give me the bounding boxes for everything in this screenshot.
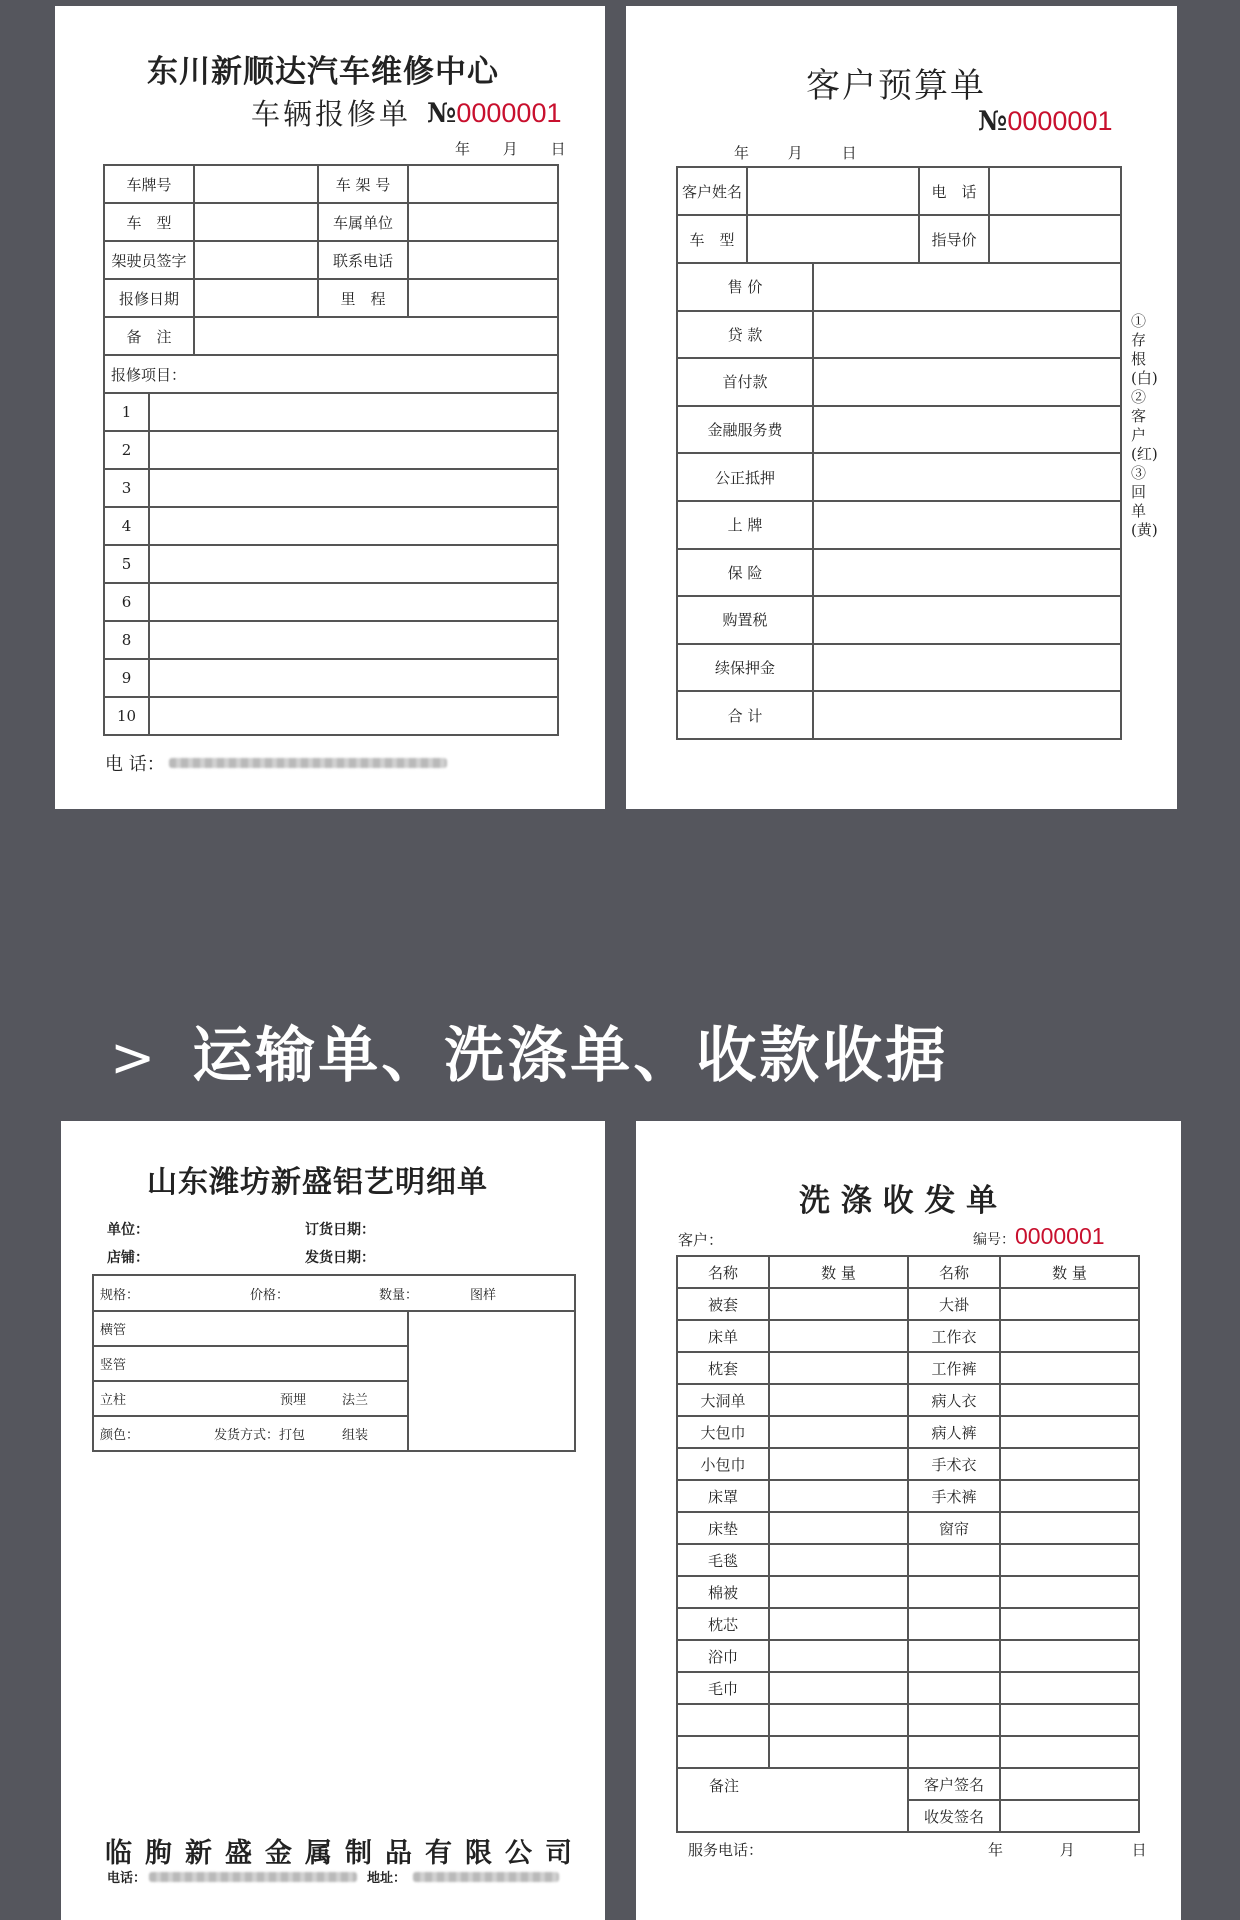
table-row — [104, 165, 558, 203]
laundry-quantity-field[interactable] — [1000, 1288, 1139, 1320]
field-label: 电 话 — [919, 167, 989, 215]
laundry-quantity-field[interactable] — [1000, 1608, 1139, 1640]
serial-number: 0000001 — [1007, 106, 1113, 136]
repair-item-field[interactable] — [149, 621, 558, 659]
table-row — [104, 431, 558, 469]
laundry-item-name: 工作裤 — [908, 1352, 1000, 1384]
cost-label: 金融服务费 — [677, 406, 813, 454]
aluminum-detail-sheet — [61, 1121, 605, 1920]
laundry-quantity-field[interactable] — [769, 1640, 908, 1672]
laundry-quantity-field[interactable] — [769, 1544, 908, 1576]
repair-item-field[interactable] — [149, 545, 558, 583]
laundry-item-name: 床单 — [677, 1320, 769, 1352]
repair-form-title-text: 车辆报修单 — [251, 97, 412, 131]
serial-prefix: № — [427, 98, 457, 129]
cost-label: 上 牌 — [677, 501, 813, 549]
laundry-quantity-field[interactable] — [1000, 1320, 1139, 1352]
spec-header-row — [93, 1275, 575, 1311]
driver-signature-field[interactable] — [194, 241, 318, 279]
spec-label: 规格： — [100, 1287, 140, 1303]
field-label: 联系电话 — [318, 241, 408, 279]
table-row — [93, 1275, 575, 1311]
table-row — [677, 1736, 1139, 1768]
aluminum-form-title: 山东潍坊新盛铝艺明细单 — [147, 1165, 488, 1200]
dispatch-signature-field[interactable] — [1000, 1800, 1139, 1832]
post-label: 立柱 — [100, 1393, 127, 1408]
table-row — [677, 1640, 1139, 1672]
item-number: 3 — [104, 469, 149, 507]
day-label: 日 — [550, 140, 566, 158]
repair-form-title — [251, 92, 411, 133]
month-label: 月 — [1059, 1841, 1075, 1859]
laundry-quantity-field[interactable] — [1000, 1544, 1139, 1576]
laundry-item-name: 枕芯 — [677, 1608, 769, 1640]
laundry-serial — [973, 1223, 1105, 1250]
field-label: 备 注 — [104, 317, 194, 355]
cost-label: 购置税 — [677, 596, 813, 644]
laundry-items-table — [676, 1255, 1140, 1769]
row-label: 竖管 — [93, 1346, 408, 1381]
table-row — [93, 1311, 575, 1346]
table-row — [104, 241, 558, 279]
vehicle-model-field[interactable] — [747, 215, 919, 263]
cost-value-field[interactable] — [813, 691, 1121, 739]
table-row — [677, 1352, 1139, 1384]
laundry-table-body — [677, 1256, 1139, 1768]
table-row — [104, 469, 558, 507]
item-number: 4 — [104, 507, 149, 545]
table-row — [104, 393, 558, 431]
column-header: 名称 — [677, 1256, 769, 1288]
column-header: 数 量 — [1000, 1256, 1139, 1288]
laundry-quantity-field[interactable] — [1000, 1704, 1139, 1736]
remark-field[interactable] — [194, 317, 558, 355]
table-header-row — [677, 1256, 1139, 1288]
pattern-sketch-area[interactable] — [408, 1311, 575, 1451]
table-row — [677, 1416, 1139, 1448]
table-row — [677, 691, 1121, 739]
table-row — [104, 659, 558, 697]
laundry-item-name — [908, 1640, 1000, 1672]
plate-number-field[interactable] — [194, 165, 318, 203]
cost-value-field[interactable] — [813, 263, 1121, 311]
laundry-quantity-field[interactable] — [1000, 1736, 1139, 1768]
laundry-item-name: 工作衣 — [908, 1320, 1000, 1352]
table-row — [677, 1480, 1139, 1512]
column-header: 数 量 — [769, 1256, 908, 1288]
vehicle-owner-unit-field[interactable] — [408, 203, 558, 241]
laundry-quantity-field[interactable] — [769, 1352, 908, 1384]
day-label: 日 — [1131, 1841, 1147, 1859]
laundry-item-name — [677, 1736, 769, 1768]
cost-value-field[interactable] — [813, 549, 1121, 597]
repair-item-field[interactable] — [149, 697, 558, 735]
item-number: 10 — [104, 697, 149, 735]
cost-label: 公正抵押 — [677, 453, 813, 501]
laundry-item-name — [908, 1608, 1000, 1640]
cost-value-field[interactable] — [813, 406, 1121, 454]
remark-label: 备注 — [708, 1777, 739, 1795]
laundry-item-name — [908, 1576, 1000, 1608]
item-number: 8 — [104, 621, 149, 659]
dispatch-signature-label: 收发签名 — [908, 1800, 1000, 1832]
aluminum-address-label: 地址： — [367, 1871, 407, 1886]
table-row — [104, 355, 558, 393]
laundry-signature-table — [676, 1767, 1140, 1833]
color-label: 颜色： — [100, 1428, 140, 1443]
laundry-quantity-field[interactable] — [769, 1448, 908, 1480]
cost-label: 首付款 — [677, 358, 813, 406]
table-row — [677, 1320, 1139, 1352]
laundry-item-name — [908, 1544, 1000, 1576]
customer-signature-field[interactable] — [1000, 1768, 1139, 1800]
table-row — [677, 1384, 1139, 1416]
repair-date-field[interactable] — [194, 279, 318, 317]
laundry-item-name: 手术裤 — [908, 1480, 1000, 1512]
serial-label: 编号： — [973, 1232, 1015, 1248]
laundry-item-name: 窗帘 — [908, 1512, 1000, 1544]
remark-cell[interactable] — [677, 1768, 908, 1832]
laundry-item-name: 毛巾 — [677, 1672, 769, 1704]
laundry-quantity-field[interactable] — [1000, 1352, 1139, 1384]
row-label: 横管 — [93, 1311, 408, 1346]
table-row — [677, 596, 1121, 644]
aluminum-detail-table — [92, 1274, 576, 1452]
laundry-item-name: 枕套 — [677, 1352, 769, 1384]
budget-form-cost-table — [676, 262, 1122, 740]
cost-value-field[interactable] — [813, 358, 1121, 406]
laundry-item-name — [908, 1672, 1000, 1704]
table-row — [677, 453, 1121, 501]
month-label: 月 — [787, 144, 803, 162]
budget-form-date — [734, 142, 857, 163]
year-label: 年 — [455, 140, 471, 158]
shipping-method-label: 发货方式：打包 — [214, 1428, 306, 1443]
table-row — [677, 263, 1121, 311]
embed-label: 预埋 — [280, 1393, 307, 1408]
repair-form-phone-label: 电 话： — [105, 754, 165, 775]
cost-label: 贷 款 — [677, 311, 813, 359]
repair-item-field[interactable] — [149, 431, 558, 469]
serial-number: 0000001 — [1015, 1223, 1105, 1249]
aluminum-phone-label: 电话： — [107, 1871, 147, 1886]
laundry-quantity-field[interactable] — [769, 1608, 908, 1640]
field-label: 车 型 — [104, 203, 194, 241]
field-label: 指导价 — [919, 215, 989, 263]
laundry-item-name — [677, 1704, 769, 1736]
laundry-quantity-field[interactable] — [769, 1288, 908, 1320]
laundry-item-name: 大褂 — [908, 1288, 1000, 1320]
laundry-form-date — [988, 1839, 1147, 1860]
repair-item-field[interactable] — [149, 659, 558, 697]
phone-field[interactable] — [989, 167, 1121, 215]
guide-price-field[interactable] — [989, 215, 1121, 263]
cost-value-field[interactable] — [813, 596, 1121, 644]
laundry-item-name: 床罩 — [677, 1480, 769, 1512]
column-header: 名称 — [908, 1256, 1000, 1288]
service-phone-label: 服务电话： — [688, 1841, 764, 1859]
repair-item-field[interactable] — [149, 469, 558, 507]
table-row — [677, 644, 1121, 692]
table-row — [677, 1704, 1139, 1736]
laundry-quantity-field[interactable] — [769, 1736, 908, 1768]
customer-label: 客户： — [678, 1231, 724, 1249]
field-label: 客户姓名 — [677, 167, 747, 215]
cost-label: 续保押金 — [677, 644, 813, 692]
frame-number-field[interactable] — [408, 165, 558, 203]
laundry-quantity-field[interactable] — [769, 1576, 908, 1608]
laundry-item-name: 小包巾 — [677, 1448, 769, 1480]
flange-label: 法兰 — [342, 1393, 369, 1408]
field-label: 车属单位 — [318, 203, 408, 241]
laundry-item-name: 大洞单 — [677, 1384, 769, 1416]
repair-form-sheet — [55, 6, 605, 809]
table-row — [677, 1672, 1139, 1704]
laundry-form-sheet — [636, 1121, 1181, 1920]
vehicle-model-field[interactable] — [194, 203, 318, 241]
laundry-quantity-field[interactable] — [769, 1416, 908, 1448]
quantity-label: 数量： — [379, 1287, 419, 1303]
laundry-item-name: 浴巾 — [677, 1640, 769, 1672]
repair-form-table — [103, 164, 559, 736]
table-row — [677, 406, 1121, 454]
budget-form-sheet — [626, 6, 1177, 809]
budget-form-title: 客户预算单 — [806, 66, 986, 106]
repair-form-serial — [427, 98, 561, 129]
repair-item-field[interactable] — [149, 583, 558, 621]
serial-number: 0000001 — [456, 98, 562, 128]
repair-items-label: 报修项目： — [104, 355, 558, 393]
table-row — [677, 1608, 1139, 1640]
field-label: 车 架 号 — [318, 165, 408, 203]
table-row — [677, 167, 1121, 215]
table-row — [104, 621, 558, 659]
ship-date-label: 发货日期： — [305, 1250, 375, 1266]
item-number: 1 — [104, 393, 149, 431]
section-heading — [110, 1008, 948, 1094]
repair-item-field[interactable] — [149, 507, 558, 545]
field-label: 报修日期 — [104, 279, 194, 317]
table-row — [677, 358, 1121, 406]
redacted-phone-number — [149, 1872, 357, 1882]
item-number: 9 — [104, 659, 149, 697]
table-row — [104, 583, 558, 621]
redacted-address — [413, 1872, 559, 1882]
table-row — [677, 311, 1121, 359]
item-number: 6 — [104, 583, 149, 621]
cost-value-field[interactable] — [813, 453, 1121, 501]
table-row — [104, 507, 558, 545]
laundry-item-name: 病人衣 — [908, 1384, 1000, 1416]
year-label: 年 — [988, 1841, 1004, 1859]
field-label: 里 程 — [318, 279, 408, 317]
table-row — [677, 215, 1121, 263]
order-date-label: 订货日期： — [305, 1222, 375, 1238]
item-number: 5 — [104, 545, 149, 583]
laundry-item-name: 毛毯 — [677, 1544, 769, 1576]
cost-value-field[interactable] — [813, 644, 1121, 692]
laundry-item-name — [908, 1736, 1000, 1768]
laundry-quantity-field[interactable] — [769, 1672, 908, 1704]
aluminum-company-name: 临朐新盛金属制品有限公司 — [105, 1838, 585, 1869]
table-row — [104, 203, 558, 241]
laundry-quantity-field[interactable] — [1000, 1448, 1139, 1480]
year-label: 年 — [734, 144, 750, 162]
shop-label: 店铺： — [107, 1250, 149, 1266]
day-label: 日 — [841, 144, 857, 162]
table-row — [677, 1512, 1139, 1544]
laundry-quantity-field[interactable] — [1000, 1416, 1139, 1448]
laundry-quantity-field[interactable] — [1000, 1672, 1139, 1704]
cost-label: 保 险 — [677, 549, 813, 597]
cost-label: 售 价 — [677, 263, 813, 311]
laundry-item-name: 床垫 — [677, 1512, 769, 1544]
field-label: 架驶员签字 — [104, 241, 194, 279]
laundry-quantity-field[interactable] — [1000, 1640, 1139, 1672]
laundry-item-name: 手术衣 — [908, 1448, 1000, 1480]
table-row — [677, 1544, 1139, 1576]
laundry-item-name — [908, 1704, 1000, 1736]
color-row — [93, 1416, 408, 1451]
laundry-quantity-field[interactable] — [1000, 1576, 1139, 1608]
chevron-right-icon: > — [110, 1026, 159, 1089]
repair-form-date — [455, 138, 566, 159]
mileage-field[interactable] — [408, 279, 558, 317]
laundry-item-name: 病人裤 — [908, 1416, 1000, 1448]
laundry-quantity-field[interactable] — [1000, 1480, 1139, 1512]
section-heading-text: 运输单、洗涤单、收款收据 — [192, 1021, 949, 1091]
table-row — [677, 501, 1121, 549]
laundry-item-name: 被套 — [677, 1288, 769, 1320]
cost-label: 合 计 — [677, 691, 813, 739]
cost-value-field[interactable] — [813, 311, 1121, 359]
field-label: 车 型 — [677, 215, 747, 263]
budget-form-serial — [978, 106, 1112, 137]
laundry-quantity-field[interactable] — [769, 1320, 908, 1352]
field-label: 车牌号 — [104, 165, 194, 203]
laundry-quantity-field[interactable] — [769, 1384, 908, 1416]
table-row — [104, 697, 558, 735]
laundry-form-title: 洗 涤 收 发 单 — [799, 1183, 998, 1219]
customer-name-field[interactable] — [747, 167, 919, 215]
pattern-label: 图样 — [470, 1287, 497, 1303]
repair-item-field[interactable] — [149, 393, 558, 431]
laundry-quantity-field[interactable] — [769, 1704, 908, 1736]
table-row — [677, 549, 1121, 597]
laundry-quantity-field[interactable] — [769, 1512, 908, 1544]
laundry-quantity-field[interactable] — [769, 1480, 908, 1512]
laundry-quantity-field[interactable] — [1000, 1512, 1139, 1544]
budget-form-top-table — [676, 166, 1122, 264]
table-row — [104, 279, 558, 317]
month-label: 月 — [502, 140, 518, 158]
cost-value-field[interactable] — [813, 501, 1121, 549]
customer-signature-label: 客户签名 — [908, 1768, 1000, 1800]
item-number: 2 — [104, 431, 149, 469]
post-row — [93, 1381, 408, 1416]
table-row — [104, 317, 558, 355]
price-label: 价格： — [250, 1287, 290, 1303]
table-row — [104, 545, 558, 583]
table-row — [677, 1576, 1139, 1608]
contact-phone-field[interactable] — [408, 241, 558, 279]
laundry-item-name: 大包巾 — [677, 1416, 769, 1448]
unit-label: 单位： — [107, 1222, 149, 1238]
table-row — [677, 1288, 1139, 1320]
table-row — [677, 1768, 1139, 1800]
copy-distribution-note: ①存根(白) ②客户(红) ③回单(黄) — [1131, 312, 1158, 539]
laundry-item-name: 棉被 — [677, 1576, 769, 1608]
repair-form-company: 东川新顺达汽车维修中心 — [147, 54, 499, 90]
laundry-quantity-field[interactable] — [1000, 1384, 1139, 1416]
table-row — [677, 1448, 1139, 1480]
redacted-phone-number — [169, 758, 447, 768]
assemble-label: 组装 — [342, 1428, 369, 1443]
serial-prefix: № — [978, 106, 1008, 137]
